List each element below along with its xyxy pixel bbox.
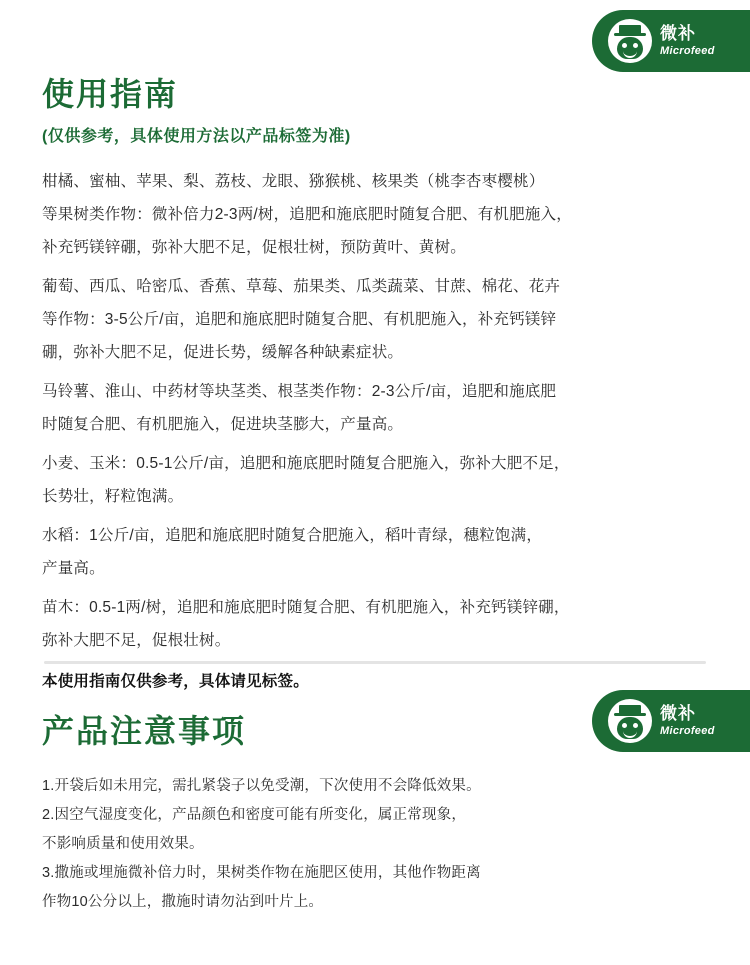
brand-name-en: Microfeed — [660, 724, 715, 737]
usage-line: 硼，弥补大肥不足，促进长势，缓解各种缺素症状。 — [42, 344, 404, 362]
usage-guide-body — [42, 166, 708, 697]
precaution-item: 3.撒施或埋施微补倍力时，果树类作物在施肥区使用，其他作物距离 — [42, 865, 481, 882]
usage-guide-footnote: 本使用指南仅供参考，具体请见标签。 — [42, 673, 309, 691]
usage-line: 等作物：3-5公斤/亩，追肥和施底肥时随复合肥、有机肥施入，补充钙镁锌 — [42, 311, 557, 329]
usage-line: 产量高。 — [42, 560, 105, 578]
usage-guide-title: 使用指南 — [42, 76, 179, 112]
usage-line: 时随复合肥、有机肥施入，促进块茎膨大，产量高。 — [42, 416, 404, 434]
precaution-item: 不影响质量和使用效果。 — [42, 836, 204, 853]
usage-line: 长势壮，籽粒饱满。 — [42, 488, 184, 506]
precaution-item: 作物10公分以上，撒施时请勿沾到叶片上。 — [42, 894, 324, 911]
brand-name-en: Microfeed — [660, 44, 715, 57]
usage-line: 柑橘、蜜柚、苹果、梨、荔枝、龙眼、猕猴桃、核果类（桃李杏枣樱桃） — [42, 173, 545, 191]
usage-guide-subtitle: (仅供参考，具体使用方法以产品标签为准) — [42, 128, 351, 146]
usage-line: 小麦、玉米：0.5-1公斤/亩，追肥和施底肥时随复合肥施入，弥补大肥不足， — [42, 455, 570, 473]
brand-name-cn: 微补 — [660, 703, 696, 723]
usage-line: 等果树类作物：微补倍力2-3两/树，追肥和施底肥时随复合肥、有机肥施入， — [42, 206, 572, 224]
brand-badge-text — [660, 25, 715, 57]
microfeed-mascot-icon — [608, 19, 652, 63]
usage-guide-section — [42, 75, 708, 699]
precaution-item: 1.开袋后如未用完，需扎紧袋子以免受潮，下次使用不会降低效果。 — [42, 778, 481, 795]
precautions-section — [42, 712, 708, 917]
usage-line: 补充钙镁锌硼，弥补大肥不足，促根壮树，预防黄叶、黄树。 — [42, 239, 466, 257]
brand-badge-top — [592, 10, 750, 72]
usage-line: 水稻：1公斤/亩，追肥和施底肥时随复合肥施入，稻叶青绿，穗粒饱满， — [42, 527, 543, 545]
section-divider — [44, 661, 706, 664]
precautions-list — [42, 772, 708, 917]
usage-line: 马铃薯、淮山、中药材等块茎类、根茎类作物：2-3公斤/亩，追肥和施底肥 — [42, 383, 557, 401]
precautions-title: 产品注意事项 — [42, 713, 247, 749]
brand-name-cn: 微补 — [660, 23, 696, 43]
usage-line: 葡萄、西瓜、哈密瓜、香蕉、草莓、茄果类、瓜类蔬菜、甘蔗、棉花、花卉 — [42, 278, 561, 296]
usage-line: 苗木：0.5-1两/树，追肥和施底肥时随复合肥、有机肥施入，补充钙镁锌硼， — [42, 599, 570, 617]
usage-line: 弥补大肥不足，促根壮树。 — [42, 632, 231, 650]
precaution-item: 2.因空气湿度变化，产品颜色和密度可能有所变化，属正常现象， — [42, 807, 467, 824]
